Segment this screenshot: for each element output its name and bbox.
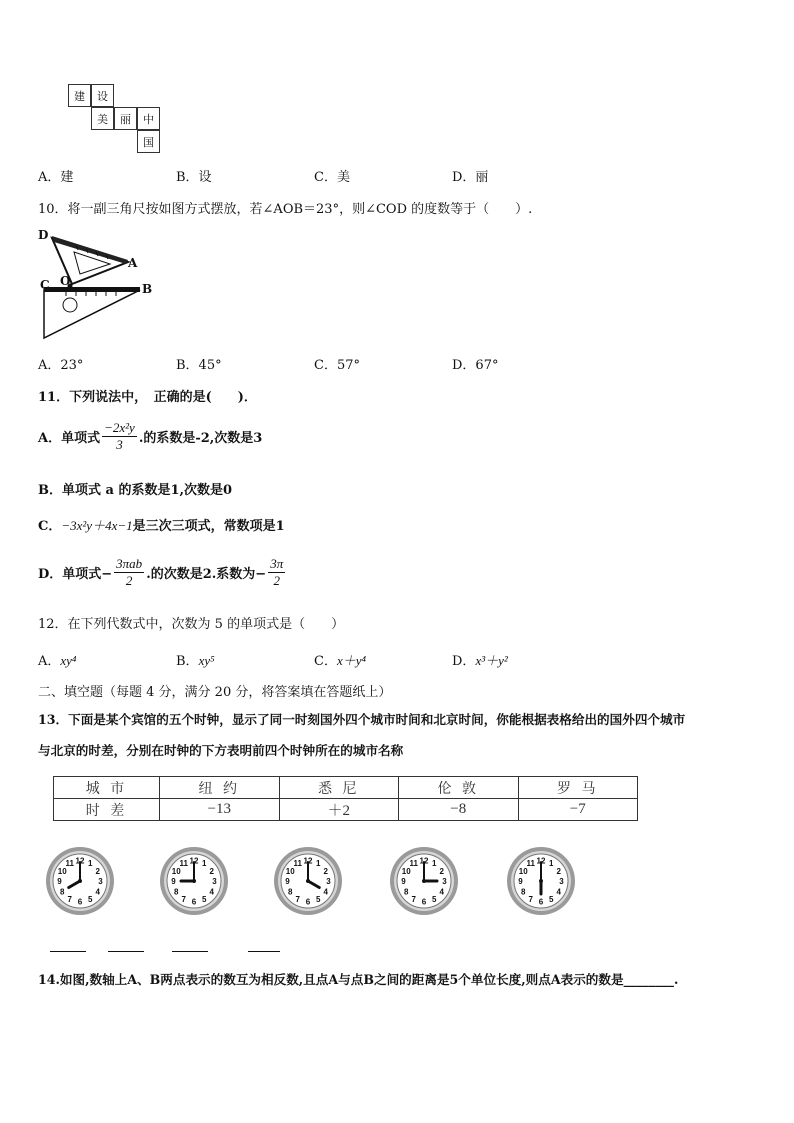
q11-c-suffix: 是三次三项式，常数项是1 [132, 519, 285, 534]
clock-numeral: 11 [409, 859, 418, 869]
clock-numeral: 9 [57, 877, 62, 886]
q11-d-den2: 2 [273, 573, 280, 588]
clock-face [505, 845, 577, 917]
q10-text: 10．将一副三角尺按如图方式摆放，若∠AOB＝23°，则∠COD 的度数等于（ ）. [38, 202, 533, 217]
answer-blank-4[interactable] [248, 951, 280, 952]
q10-option-d[interactable]: D．67° [452, 358, 499, 373]
triangle-ruler-figure [36, 226, 166, 346]
table-header-cell: 伦 敦 [399, 777, 519, 799]
net-cell-3: 美 [91, 107, 114, 130]
q11-d-num: 3πab [116, 556, 143, 571]
q10-option-b[interactable]: B．45° [176, 358, 222, 373]
label-a: A [128, 256, 138, 270]
clock-numeral: 1 [202, 859, 207, 869]
q11-a-suffix: .的系数是-2,次数是3 [138, 431, 263, 446]
clock-numeral: 6 [421, 897, 427, 907]
clock-numeral: 4 [439, 887, 444, 897]
clock-1 [44, 845, 116, 921]
q11-a-prefix: A．单项式 [38, 431, 101, 446]
clock-numeral: 7 [295, 894, 300, 904]
clock-numeral: 9 [518, 877, 523, 886]
clock-numeral: 6 [305, 897, 311, 907]
q13-line1: 13．下面是某个宾馆的五个时钟，显示了同一时刻国外四个城市时间和北京时间，你能根据表格给出的国外四个城市 [38, 712, 686, 727]
clock-numeral: 5 [549, 894, 554, 904]
clock-numeral: 4 [556, 887, 561, 897]
q11-option-c[interactable] [38, 515, 285, 534]
clock-numeral: 8 [60, 887, 65, 897]
clock-numeral: 2 [95, 866, 100, 876]
cube-net [68, 84, 168, 154]
clock-3 [272, 845, 344, 921]
clock-numeral: 10 [285, 866, 295, 876]
clock-numeral: 4 [95, 887, 100, 897]
q12-option-a[interactable] [38, 650, 76, 669]
clock-numeral: 12 [419, 856, 429, 866]
q12-b-label: B． [176, 654, 199, 669]
table-cell: −8 [399, 799, 519, 821]
q12-option-d[interactable] [452, 650, 508, 669]
table-row [54, 799, 638, 821]
clock-numeral: 5 [432, 894, 437, 904]
q11-d-mid: .的次数是2.系数为− [146, 567, 267, 582]
table-header-cell: 罗 马 [518, 777, 638, 799]
q14-text: 14.如图,数轴上A、B两点表示的数互为相反数,且点A与点B之间的距离是5个单位长度,则点A表示的数是________. [38, 972, 679, 987]
net-cell-1: 建 [68, 84, 91, 107]
table-cell: −13 [160, 799, 280, 821]
clock-numeral: 4 [209, 887, 214, 897]
clock-numeral: 1 [549, 859, 554, 869]
clock-numeral: 11 [526, 859, 535, 869]
clock-numeral: 1 [316, 859, 321, 869]
q11-d-num2: 3π [270, 556, 284, 571]
clock-numeral: 8 [404, 887, 409, 897]
clock-numeral: 9 [401, 877, 406, 886]
clock-numeral: 7 [528, 894, 533, 904]
q12-d-math: x³＋y² [475, 653, 508, 668]
q10-option-c[interactable]: C．57° [314, 358, 360, 373]
table-header-cell: 城 市 [54, 777, 160, 799]
net-cell-4: 丽 [114, 107, 137, 130]
clock-numeral: 9 [171, 877, 176, 886]
clock-numeral: 11 [179, 859, 188, 869]
section-heading: 二、填空题（每题 4 分，满分 20 分，将答案填在答题纸上） [38, 685, 392, 700]
q10-option-a[interactable]: A．23° [38, 358, 84, 373]
clock-numeral: 8 [288, 887, 293, 897]
answer-blank-3[interactable] [172, 951, 208, 952]
table-cell: 时 差 [54, 799, 160, 821]
q11-option-b[interactable]: B．单项式 a 的系数是1,次数是0 [38, 483, 233, 498]
q11-a-den: 3 [116, 437, 123, 452]
clock-numeral: 10 [401, 866, 411, 876]
clock-numeral: 7 [67, 894, 72, 904]
q11-c-prefix: C． [38, 519, 62, 534]
table-cell: ＋2 [279, 799, 399, 821]
clock-numeral: 6 [77, 897, 83, 907]
clock-2 [158, 845, 230, 921]
q11-text: 11．下列说法中， 正确的是( )． [38, 390, 257, 405]
q11-d-fraction2 [268, 556, 285, 589]
table-cell: −7 [518, 799, 638, 821]
clock-numeral: 1 [432, 859, 437, 869]
q12-option-b[interactable] [176, 650, 215, 669]
clock-numeral: 3 [326, 877, 331, 886]
clock-numeral: 2 [209, 866, 214, 876]
clock-numeral: 3 [212, 877, 217, 886]
clock-numeral: 8 [174, 887, 179, 897]
q9-option-d[interactable]: D．丽 [452, 170, 489, 185]
clock-numeral: 11 [65, 859, 74, 869]
clock-numeral: 4 [323, 887, 328, 897]
q12-text: 12．在下列代数式中，次数为 5 的单项式是（ ） [38, 617, 345, 632]
clock-numeral: 6 [191, 897, 197, 907]
answer-blank-2[interactable] [108, 951, 144, 952]
clock-numeral: 9 [285, 877, 290, 886]
q11-c-math: −3x²y＋4x−1 [61, 518, 133, 533]
q9-option-a[interactable]: A．建 [38, 170, 74, 185]
table-row [54, 777, 638, 799]
clock-numeral: 3 [442, 877, 447, 886]
q11-option-a[interactable] [38, 420, 262, 453]
q11-d-prefix: D．单项式− [38, 567, 113, 582]
clock-face [158, 845, 230, 917]
clock-numeral: 7 [181, 894, 186, 904]
q13-line2: 与北京的时差，分别在时钟的下方表明前四个时钟所在的城市名称 [38, 743, 404, 758]
clock-numeral: 12 [189, 856, 199, 866]
q12-d-label: D． [452, 654, 476, 669]
clock-numeral: 5 [202, 894, 207, 904]
clock-numeral: 10 [171, 866, 181, 876]
clock-numeral: 10 [518, 866, 528, 876]
net-cell-5: 中 [137, 107, 160, 130]
clock-face [272, 845, 344, 917]
table-header-cell: 悉 尼 [279, 777, 399, 799]
label-c: C [40, 278, 50, 292]
q12-option-c[interactable] [314, 650, 366, 669]
q12-c-math: x＋y⁴ [336, 653, 367, 668]
clock-numeral: 8 [521, 887, 526, 897]
q9-option-c[interactable]: C．美 [314, 170, 350, 185]
clock-5 [505, 845, 577, 921]
net-cell-2: 设 [91, 84, 114, 107]
clock-numeral: 12 [536, 856, 546, 866]
net-cell-6: 国 [137, 130, 160, 153]
q12-b-math: xy⁵ [198, 653, 215, 668]
clock-numeral: 2 [323, 866, 328, 876]
q12-c-label: C． [314, 654, 337, 669]
clock-numeral: 7 [411, 894, 416, 904]
clock-4 [388, 845, 460, 921]
q11-d-den: 2 [125, 573, 133, 588]
label-b: B [142, 282, 153, 296]
clock-numeral: 6 [538, 897, 544, 907]
q12-a-label: A． [38, 654, 61, 669]
q9-option-b[interactable]: B．设 [176, 170, 212, 185]
label-o: O [60, 274, 71, 288]
clock-numeral: 2 [439, 866, 444, 876]
clock-numeral: 5 [88, 894, 93, 904]
clock-numeral: 1 [88, 859, 93, 869]
time-difference-table [53, 776, 638, 821]
clock-face [44, 845, 116, 917]
clock-face [388, 845, 460, 917]
clock-numeral: 12 [303, 856, 313, 866]
clock-numeral: 3 [559, 877, 564, 886]
clock-numeral: 2 [556, 866, 561, 876]
q11-a-num: −2x²y [104, 420, 135, 435]
answer-blank-1[interactable] [50, 951, 86, 952]
q11-d-fraction [114, 556, 144, 589]
clock-numeral: 11 [293, 859, 302, 869]
clock-numeral: 12 [75, 856, 85, 866]
table-header-cell: 纽 约 [160, 777, 280, 799]
label-d: D [38, 228, 49, 242]
clock-numeral: 3 [98, 877, 103, 886]
clock-numeral: 10 [57, 866, 67, 876]
clock-numeral: 5 [316, 894, 321, 904]
q12-a-math: xy⁴ [60, 653, 77, 668]
q11-a-fraction [102, 420, 137, 453]
q11-option-d[interactable] [38, 556, 287, 589]
